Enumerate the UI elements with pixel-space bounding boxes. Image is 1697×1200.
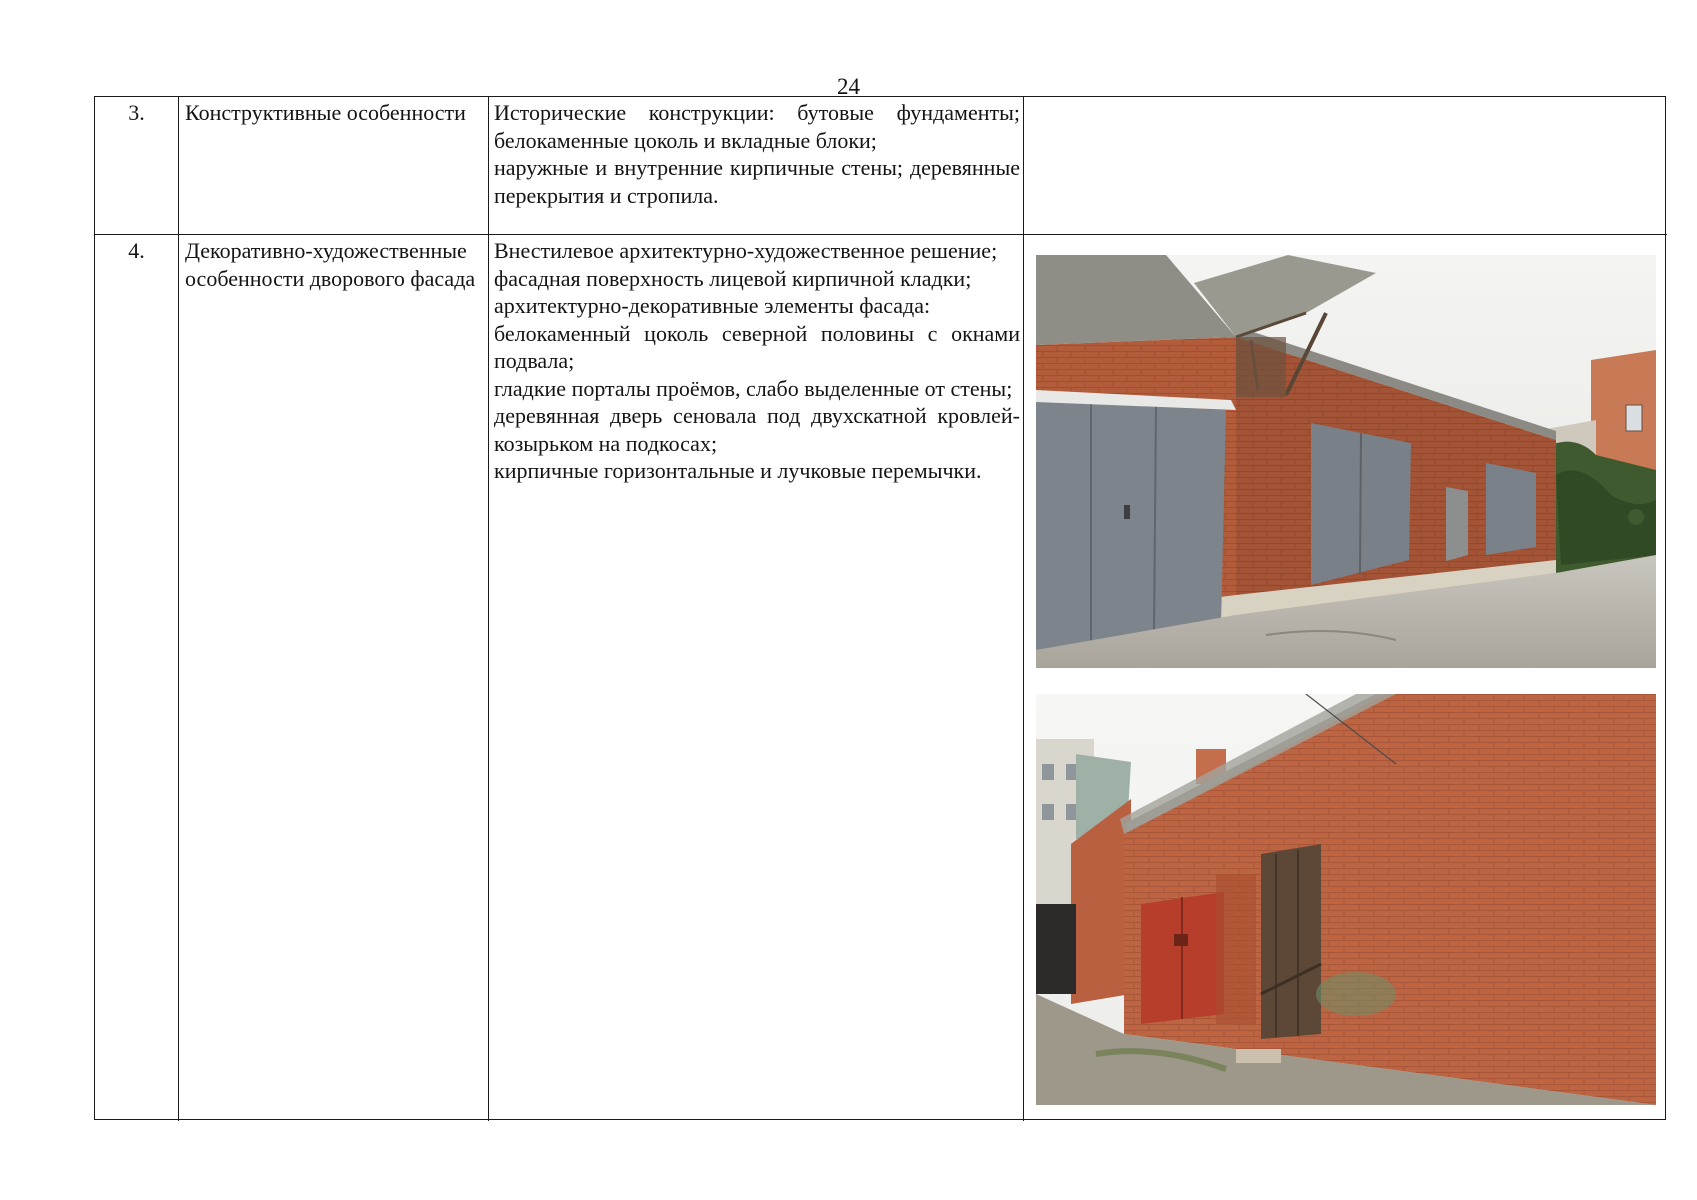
row-3-photo-cell [1024, 97, 1667, 235]
row-4-desc-line: Внестилевое архитектурно-художественное решение; [494, 238, 998, 263]
row-3-name: Конструктивные особенности [179, 97, 489, 235]
facade-photo-gates [1036, 255, 1656, 668]
row-4-desc-line: гладкие порталы проёмов, слабо выделенные от стены; [494, 375, 1013, 401]
page-number: 24 [837, 74, 860, 99]
row-4-name: Декоративно-художественные особенности дворового фасада [179, 235, 489, 1121]
row-3-description [489, 97, 1024, 235]
row-4-desc-line: фасадная поверхность лицевой кирпичной кладки; [494, 265, 972, 291]
row-3-desc-line: Исторические конструкции: бутовые фундаменты; белокаменные цоколь и вкладные блоки; [494, 100, 1020, 153]
row-4-photo-cell [1024, 235, 1667, 1121]
row-3-number: 3. [95, 97, 179, 235]
facade-photo-red-door [1036, 694, 1656, 1105]
row-4-desc-line: архитектурно-декоративные элементы фасада: [494, 293, 931, 318]
row-3-desc-line: наружные и внутренние кирпичные стены; деревянные перекрытия и стропила. [494, 155, 1020, 208]
heritage-table [94, 96, 1666, 1120]
row-4-desc-line: кирпичные горизонтальные и лучковые перемычки. [494, 458, 982, 483]
row-4-description [489, 235, 1024, 1121]
row-4-number: 4. [95, 235, 179, 1121]
row-4-desc-line: деревянная дверь сеновала под двухскатной кровлей-козырьком на подкосах; [494, 403, 1020, 456]
row-4-desc-line: белокаменный цоколь северной половины с окнами подвала; [494, 320, 1020, 373]
